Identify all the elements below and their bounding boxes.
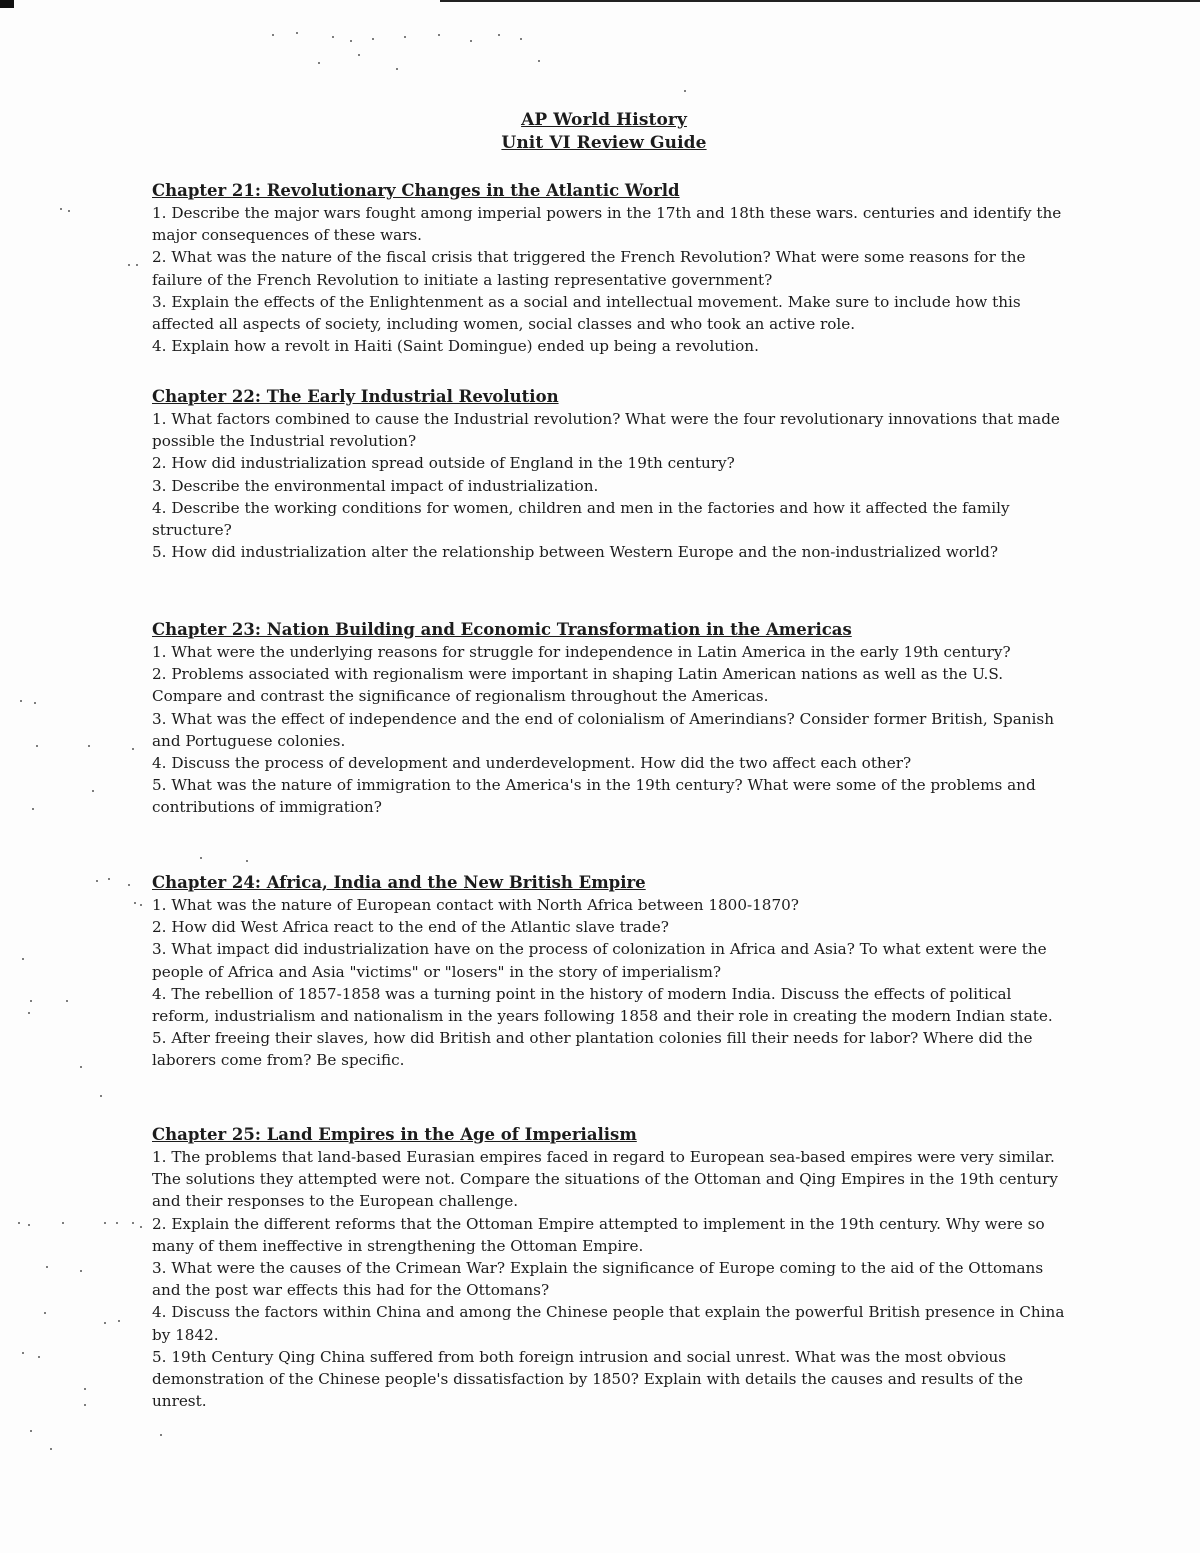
- scan-speck: [246, 860, 248, 862]
- scan-speck: [140, 904, 142, 906]
- question-item: 5. What was the nature of immigration to the America's in the 19th century? What were some of the problems and contributions of immigration?: [152, 776, 1036, 817]
- scan-speck: [46, 1266, 48, 1268]
- scan-speck: [28, 1012, 30, 1014]
- document-title: AP World History: [521, 110, 687, 130]
- section-title: Chapter 25: Land Empires in the Age of Imperialism: [152, 1125, 637, 1144]
- scan-speck: [118, 1320, 120, 1322]
- question-item: 4. The rebellion of 1857-1858 was a turning point in the history of modern India. Discuss the effects of political reform, industrialism and nationalism in the years following 1858 and their role in creating the modern Indian state.: [152, 984, 1053, 1026]
- scan-speck: [520, 38, 522, 40]
- scan-speck: [116, 1222, 118, 1224]
- question-item: 2. How did industrialization spread outside of England in the 19th century?: [152, 454, 735, 473]
- scan-speck: [332, 36, 334, 38]
- scan-speck: [34, 702, 36, 704]
- scan-speck: [128, 264, 130, 266]
- scan-speck: [132, 748, 134, 750]
- question-item: 3. Explain the effects of the Enlightenment as a social and intellectual movement. Make sure to include how this affected all aspects of society, including women, social classes and who took an active role.: [152, 292, 1021, 334]
- section-title: Chapter 22: The Early Industrial Revolution: [152, 387, 559, 406]
- question-item: 1. Describe the major wars fought among imperial powers in the 17th and 18th these wars. centuries and identify the major consequences of these wars.: [152, 204, 1062, 245]
- scan-speck: [32, 808, 34, 810]
- scan-speck: [96, 880, 98, 882]
- scan-speck: [92, 790, 94, 792]
- scan-speck: [108, 878, 110, 880]
- scan-speck: [60, 208, 62, 210]
- scan-speck: [136, 264, 138, 266]
- scan-speck: [18, 1222, 20, 1224]
- question-item: 3. Describe the environmental impact of industrialization.: [152, 476, 599, 495]
- scan-speck: [30, 1430, 32, 1432]
- scan-speck: [438, 34, 440, 36]
- question-item: 2. What was the nature of the fiscal crisis that triggered the French Revolution? What were some reasons for the failure of the French Revolution to initiate a lasting representative government?: [152, 248, 1026, 289]
- question-item: 4. Explain how a revolt in Haiti (Saint Domingue) ended up being a revolution.: [152, 337, 759, 356]
- scan-speck: [358, 54, 360, 56]
- scan-speck: [22, 958, 24, 960]
- chapter-22-section: [152, 386, 1072, 563]
- scan-artifact-topline: [440, 0, 1200, 2]
- scan-speck: [134, 902, 136, 904]
- scan-speck: [132, 1222, 134, 1224]
- chapter-23-section: [152, 619, 1072, 819]
- question-item: 2. How did West Africa react to the end of the Atlantic slave trade?: [152, 918, 669, 937]
- scan-speck: [200, 857, 202, 859]
- scan-speck: [50, 1448, 52, 1450]
- question-item: 3. What impact did industrialization have on the process of colonization in Africa and Asia? To what extent were the people of Africa and Asia "victims" or "losers" in the story of imperialism?: [152, 940, 1047, 981]
- section-title: Chapter 24: Africa, India and the New British Empire: [152, 873, 646, 892]
- scan-speck: [160, 1434, 162, 1436]
- scan-speck: [296, 32, 298, 34]
- scan-speck: [38, 1356, 40, 1358]
- scan-speck: [84, 1404, 86, 1406]
- question-item: 2. Problems associated with regionalism were important in shaping Latin American nations as well as the U.S. Compare and contrast the significance of regionalism throughout the Americas.: [152, 665, 1004, 706]
- scan-speck: [396, 68, 398, 70]
- scan-speck: [28, 1224, 30, 1226]
- scan-speck: [22, 1352, 24, 1354]
- scan-speck: [80, 1270, 82, 1272]
- question-item: 1. What was the nature of European contact with North Africa between 1800-1870?: [152, 896, 799, 914]
- scan-speck: [80, 1066, 82, 1068]
- scan-speck: [140, 1226, 142, 1228]
- scan-speck: [66, 1000, 68, 1002]
- scan-speck: [88, 745, 90, 747]
- scan-speck: [404, 36, 406, 38]
- scan-speck: [44, 1312, 46, 1314]
- question-item: 1. The problems that land-based Eurasian empires faced in regard to European sea-based empires were very similar. The solutions they attempted were not. Compare the situations of the Ottoman and Qing Empires in the 19th century and their responses to the European challenge.: [152, 1148, 1058, 1211]
- scan-speck: [128, 884, 130, 886]
- chapter-21-section: [152, 180, 1072, 357]
- question-item: 2. Explain the different reforms that the Ottoman Empire attempted to implement in the 19th century. Why were so many of them ineffective in strengthening the Ottoman Empire.: [152, 1214, 1045, 1255]
- scan-speck: [470, 40, 472, 42]
- scan-speck: [100, 1095, 102, 1097]
- scan-speck: [684, 90, 686, 92]
- scan-speck: [372, 38, 374, 40]
- question-item: 5. 19th Century Qing China suffered from both foreign intrusion and social unrest. What was the most obvious demonstration of the Chinese people's dissatisfaction by 1850? Explain with details the causes and results of the unrest.: [152, 1347, 1023, 1411]
- question-item: 4. Discuss the process of development and underdevelopment. How did the two affect each other?: [152, 754, 912, 773]
- scan-speck: [272, 34, 274, 36]
- scan-speck: [498, 34, 500, 36]
- scan-speck: [36, 745, 38, 747]
- chapter-24-section: [152, 872, 1072, 1072]
- scan-speck: [30, 1000, 32, 1002]
- scan-artifact-corner: [0, 0, 14, 8]
- chapter-25-section: [152, 1124, 1072, 1412]
- scan-speck: [68, 210, 70, 212]
- question-item: 4. Discuss the factors within China and among the Chinese people that explain the powerful British presence in China by 1842.: [152, 1303, 1065, 1344]
- question-item: 3. What was the effect of independence and the end of colonialism of Amerindians? Consider former British, Spanish and Portuguese colonies.: [152, 709, 1054, 750]
- scan-speck: [350, 40, 352, 42]
- question-item: 1. What factors combined to cause the Industrial revolution? What were the four revolutionary innovations that made possible the Industrial revolution?: [152, 410, 1060, 451]
- section-title: Chapter 21: Revolutionary Changes in the Atlantic World: [152, 181, 680, 200]
- question-item: 5. How did industrialization alter the relationship between Western Europe and the non-industrialized world?: [152, 543, 999, 562]
- document-subtitle: Unit VI Review Guide: [501, 133, 707, 153]
- question-item: 1. What were the underlying reasons for struggle for independence in Latin America in the early 19th century?: [152, 643, 1011, 661]
- scan-speck: [20, 700, 22, 702]
- section-title: Chapter 23: Nation Building and Economic Transformation in the Americas: [152, 620, 852, 639]
- scan-speck: [104, 1322, 106, 1324]
- question-item: 4. Describe the working conditions for women, children and men in the factories and how it affected the family structure?: [152, 498, 1010, 540]
- scan-speck: [62, 1222, 64, 1224]
- scan-speck: [84, 1388, 86, 1390]
- scan-speck: [538, 60, 540, 62]
- scan-speck: [104, 1222, 106, 1224]
- question-item: 5. After freeing their slaves, how did British and other plantation colonies fill their needs for labor? Where did the laborers come from? Be specific.: [152, 1029, 1033, 1070]
- scan-speck: [318, 62, 320, 64]
- question-item: 3. What were the causes of the Crimean War? Explain the significance of Europe coming to the aid of the Ottomans and the post war effects this had for the Ottomans?: [152, 1259, 1044, 1300]
